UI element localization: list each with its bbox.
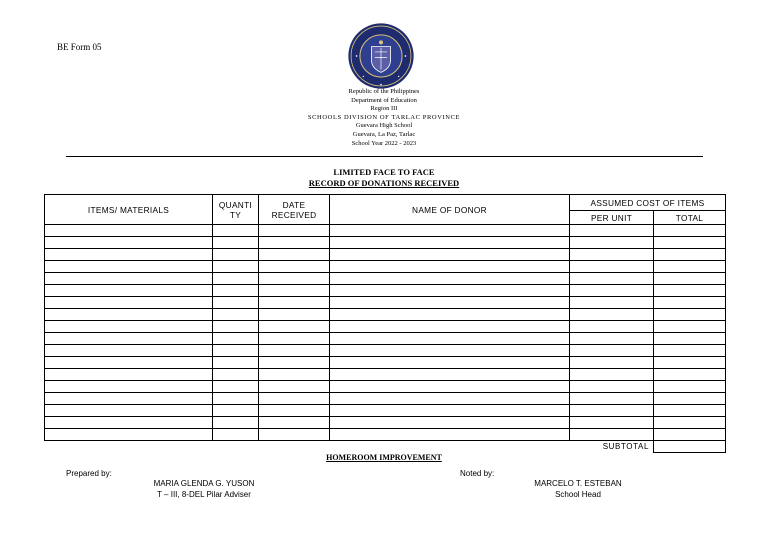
school-header bbox=[0, 88, 768, 148]
table-cell bbox=[259, 393, 330, 405]
table-cell bbox=[570, 393, 654, 405]
table-row bbox=[45, 429, 726, 441]
table-cell bbox=[213, 357, 259, 369]
table-cell bbox=[570, 381, 654, 393]
header-line: Guevara, La Paz, Tarlac bbox=[352, 130, 416, 138]
table-cell bbox=[570, 321, 654, 333]
table-cell bbox=[213, 261, 259, 273]
table-cell bbox=[654, 237, 726, 249]
table-cell bbox=[654, 261, 726, 273]
header-line: Guevara High School bbox=[355, 122, 413, 130]
table-cell bbox=[654, 333, 726, 345]
header-line: SCHOOLS DIVISION OF TARLAC PROVINCE bbox=[307, 113, 461, 121]
header-line: Republic of the Philippines bbox=[348, 88, 420, 95]
table-cell bbox=[45, 405, 213, 417]
table-cell bbox=[259, 429, 330, 441]
table-cell bbox=[570, 333, 654, 345]
table-cell bbox=[213, 333, 259, 345]
table-cell bbox=[330, 417, 570, 429]
table-cell bbox=[213, 321, 259, 333]
table-cell bbox=[654, 345, 726, 357]
table-cell bbox=[330, 285, 570, 297]
table-cell bbox=[213, 381, 259, 393]
table-cell bbox=[45, 333, 213, 345]
table-cell bbox=[259, 345, 330, 357]
table-cell bbox=[654, 273, 726, 285]
deped-seal-icon bbox=[347, 22, 415, 90]
table-cell bbox=[45, 297, 213, 309]
table-cell bbox=[570, 225, 654, 237]
purpose-label: HOMEROOM IMPROVEMENT bbox=[326, 453, 442, 462]
table-cell bbox=[330, 393, 570, 405]
table-cell bbox=[654, 297, 726, 309]
table-cell bbox=[45, 273, 213, 285]
table-cell bbox=[654, 225, 726, 237]
prepared-by-label: Prepared by: bbox=[66, 469, 112, 478]
table-cell bbox=[213, 309, 259, 321]
table-cell bbox=[330, 381, 570, 393]
table-cell bbox=[330, 321, 570, 333]
table-cell bbox=[213, 369, 259, 381]
table-cell bbox=[213, 405, 259, 417]
table-cell bbox=[45, 249, 213, 261]
header-line: School Year 2022 - 2023 bbox=[351, 139, 417, 147]
noted-by-position: School Head bbox=[555, 490, 601, 499]
header-line: Region III bbox=[370, 105, 398, 113]
table-cell bbox=[213, 249, 259, 261]
table-row bbox=[45, 297, 726, 309]
table-cell bbox=[330, 237, 570, 249]
table-cell bbox=[330, 297, 570, 309]
table-cell bbox=[259, 309, 330, 321]
table-cell bbox=[259, 273, 330, 285]
table-cell bbox=[213, 225, 259, 237]
table-cell bbox=[259, 249, 330, 261]
table-row bbox=[45, 417, 726, 429]
form-title-line2: RECORD OF DONATIONS RECEIVED bbox=[308, 178, 460, 188]
table-row bbox=[45, 357, 726, 369]
table-cell bbox=[330, 405, 570, 417]
table-row bbox=[45, 333, 726, 345]
table-cell bbox=[259, 417, 330, 429]
table-cell bbox=[654, 357, 726, 369]
subtotal-value bbox=[654, 441, 726, 453]
table-row bbox=[45, 321, 726, 333]
table-cell bbox=[654, 249, 726, 261]
table-cell bbox=[570, 237, 654, 249]
table-cell bbox=[330, 357, 570, 369]
prepared-by-name: MARIA GLENDA G. YUSON bbox=[153, 479, 255, 488]
table-cell bbox=[45, 369, 213, 381]
table-cell bbox=[654, 393, 726, 405]
table-cell bbox=[45, 417, 213, 429]
header-total: TOTAL bbox=[654, 211, 726, 225]
table-cell bbox=[330, 309, 570, 321]
table-cell bbox=[654, 321, 726, 333]
header-items: ITEMS/ MATERIALS bbox=[45, 195, 213, 225]
table-cell bbox=[45, 429, 213, 441]
table-cell bbox=[213, 345, 259, 357]
header-date: DATE RECEIVED bbox=[259, 195, 330, 225]
noted-by-name: MARCELO T. ESTEBAN bbox=[534, 479, 622, 488]
table-cell bbox=[259, 333, 330, 345]
table-cell bbox=[259, 381, 330, 393]
table-cell bbox=[570, 417, 654, 429]
table-row bbox=[45, 381, 726, 393]
table-row bbox=[45, 393, 726, 405]
table-cell bbox=[45, 261, 213, 273]
table-cell bbox=[654, 417, 726, 429]
table-cell bbox=[570, 297, 654, 309]
header-quantity: QUANTI TY bbox=[213, 195, 259, 225]
table-cell bbox=[45, 321, 213, 333]
table-cell bbox=[330, 261, 570, 273]
table-cell bbox=[45, 393, 213, 405]
table-cell bbox=[259, 237, 330, 249]
header-line: Department of Education bbox=[351, 96, 417, 104]
table-cell bbox=[213, 285, 259, 297]
table-cell bbox=[45, 237, 213, 249]
table-cell bbox=[45, 225, 213, 237]
table-cell bbox=[654, 285, 726, 297]
table-cell bbox=[570, 405, 654, 417]
table-cell bbox=[45, 285, 213, 297]
table-cell bbox=[213, 237, 259, 249]
table-cell bbox=[213, 393, 259, 405]
table-cell bbox=[330, 273, 570, 285]
table-cell bbox=[45, 357, 213, 369]
header-divider bbox=[66, 156, 703, 157]
table-row bbox=[45, 309, 726, 321]
noted-by-label: Noted by: bbox=[460, 469, 495, 478]
table-row bbox=[45, 285, 726, 297]
table-cell bbox=[259, 297, 330, 309]
header-donor: NAME OF DONOR bbox=[330, 195, 570, 225]
table-cell bbox=[570, 273, 654, 285]
table-cell bbox=[570, 345, 654, 357]
table-cell bbox=[654, 309, 726, 321]
table-cell bbox=[570, 357, 654, 369]
table-cell bbox=[330, 345, 570, 357]
table-row bbox=[45, 369, 726, 381]
subtotal-row bbox=[45, 441, 726, 453]
table-row bbox=[45, 345, 726, 357]
prepared-by-position: T – III, 8-DEL Pilar Adviser bbox=[157, 490, 251, 499]
table-cell bbox=[330, 369, 570, 381]
table-cell bbox=[259, 285, 330, 297]
subtotal-label: SUBTOTAL bbox=[45, 441, 654, 453]
table-cell bbox=[259, 405, 330, 417]
table-cell bbox=[330, 249, 570, 261]
donations-table bbox=[44, 194, 726, 453]
table-cell bbox=[654, 429, 726, 441]
table-cell bbox=[570, 429, 654, 441]
form-title-line1: LIMITED FACE TO FACE bbox=[333, 167, 435, 177]
table-cell bbox=[570, 369, 654, 381]
table-cell bbox=[570, 285, 654, 297]
table-cell bbox=[259, 261, 330, 273]
table-cell bbox=[570, 249, 654, 261]
table-cell bbox=[213, 429, 259, 441]
table-cell bbox=[45, 309, 213, 321]
table-body bbox=[45, 225, 726, 453]
table-row bbox=[45, 237, 726, 249]
table-cell bbox=[45, 381, 213, 393]
table-row bbox=[45, 249, 726, 261]
table-row bbox=[45, 225, 726, 237]
table-cell bbox=[259, 369, 330, 381]
table-cell bbox=[330, 429, 570, 441]
table-row bbox=[45, 405, 726, 417]
table-cell bbox=[45, 345, 213, 357]
table-cell bbox=[259, 321, 330, 333]
table-cell bbox=[259, 225, 330, 237]
table-cell bbox=[259, 357, 330, 369]
table-row bbox=[45, 261, 726, 273]
table-cell bbox=[570, 309, 654, 321]
table-row bbox=[45, 273, 726, 285]
table-cell bbox=[213, 297, 259, 309]
table-cell bbox=[654, 369, 726, 381]
header-cost-group: ASSUMED COST OF ITEMS bbox=[570, 195, 726, 211]
table-cell bbox=[654, 405, 726, 417]
table-cell bbox=[570, 261, 654, 273]
header-per-unit: PER UNIT bbox=[570, 211, 654, 225]
table-cell bbox=[654, 381, 726, 393]
table-cell bbox=[330, 225, 570, 237]
table-cell bbox=[213, 273, 259, 285]
form-code: BE Form 05 bbox=[57, 42, 102, 52]
table-cell bbox=[213, 417, 259, 429]
table-cell bbox=[330, 333, 570, 345]
